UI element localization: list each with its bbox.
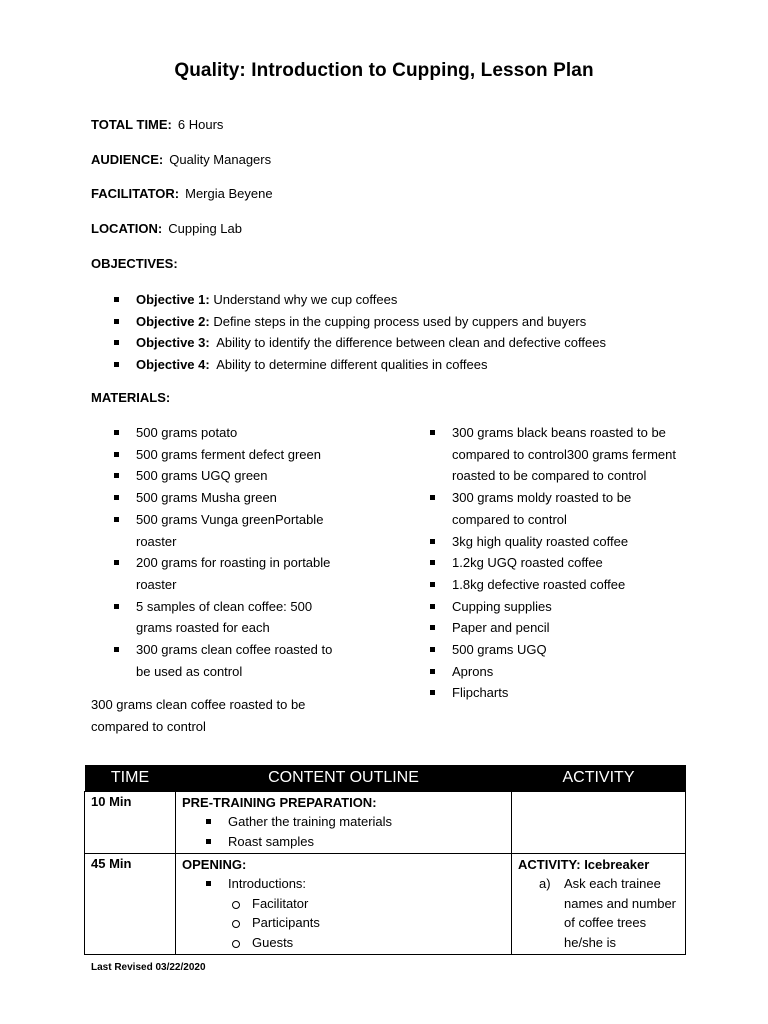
list-item: 500 grams ferment defect green	[114, 444, 334, 466]
objectives-label: OBJECTIVES:	[91, 256, 178, 271]
materials-label: MATERIALS:	[91, 390, 171, 405]
sub-list	[182, 894, 505, 953]
list-item	[114, 354, 606, 376]
time-cell: 45 Min	[85, 854, 176, 955]
objective-text: Ability to determine different qualities in coffees	[216, 357, 488, 373]
facilitator-label: FACILITATOR:	[91, 186, 180, 201]
list-item: 1.2kg UGQ roasted coffee	[430, 552, 680, 574]
list-item: Aprons	[430, 661, 680, 683]
list-item	[114, 289, 606, 311]
list-item: 500 grams UGQ green	[114, 465, 334, 487]
activity-cell	[512, 792, 686, 854]
header-content-outline: CONTENT OUTLINE	[176, 765, 512, 792]
last-revised-footer: Last Revised 03/22/2020	[91, 962, 206, 973]
content-list	[206, 874, 505, 894]
objective-label: Objective 3:	[136, 335, 210, 351]
list-item: 500 grams Vunga greenPortable roaster	[114, 509, 334, 552]
list-item: Flipcharts	[430, 682, 680, 704]
objective-text: Define steps in the cupping process used by cuppers and buyers	[213, 313, 587, 329]
facilitator-value: Mergia Beyene	[185, 186, 273, 201]
location-field	[91, 221, 242, 236]
list-item: 3kg high quality roasted coffee	[430, 531, 680, 553]
materials-note: 300 grams clean coffee roasted to be compared to control	[91, 697, 306, 734]
header-activity: ACTIVITY	[512, 765, 686, 792]
objective-label: Objective 1:	[136, 292, 210, 307]
header-time: TIME	[85, 765, 176, 792]
total-time-field	[91, 117, 223, 132]
list-item: Facilitator	[232, 894, 505, 914]
objective-label: Objective 2:	[136, 313, 210, 329]
time-cell: 10 Min	[85, 792, 176, 854]
list-item: Guests	[232, 933, 505, 953]
table-row	[85, 792, 686, 854]
list-item: 1.8kg defective roasted coffee	[430, 574, 680, 596]
objective-label: Objective 4:	[136, 357, 210, 373]
activity-text: Ask each trainee names and number of coffee trees he/she is	[564, 876, 677, 950]
objective-text: Understand why we cup coffees	[213, 292, 398, 307]
list-item: 5 samples of clean coffee: 500 grams roasted for each	[114, 596, 334, 639]
activity-list	[518, 874, 679, 952]
list-item: 500 grams UGQ	[430, 639, 680, 661]
objective-text: Ability to identify the difference between clean and defective coffees	[216, 335, 606, 351]
list-item: Roast samples	[206, 832, 505, 852]
total-time-value: 6 Hours	[177, 117, 224, 132]
content-outline-table	[84, 765, 686, 955]
list-item: 300 grams black beans roasted to be compared to control300 grams ferment roasted to be compared to control	[430, 422, 680, 487]
list-item: 200 grams for roasting in portable roaster	[114, 552, 334, 595]
list-item: 300 grams moldy roasted to be compared to control	[430, 487, 680, 530]
total-time-label: TOTAL TIME:	[91, 117, 172, 132]
section-heading: PRE-TRAINING PREPARATION:	[182, 795, 377, 810]
activity-cell	[512, 854, 686, 955]
content-list	[206, 812, 505, 851]
audience-label: AUDIENCE:	[91, 152, 164, 167]
materials-list-right	[430, 422, 680, 704]
list-item	[114, 311, 606, 333]
table-row	[85, 854, 686, 955]
list-item: 300 grams clean coffee roasted to be used as control	[114, 639, 334, 682]
table-header-row	[85, 765, 686, 792]
objectives-list	[114, 289, 606, 376]
content-cell	[176, 854, 512, 955]
objectives-heading	[91, 256, 184, 271]
audience-value: Quality Managers	[169, 152, 272, 167]
list-item	[114, 332, 606, 354]
list-item: 500 grams potato	[114, 422, 334, 444]
location-label: LOCATION:	[91, 221, 163, 236]
list-item: Introductions:	[206, 874, 505, 894]
materials-heading	[91, 390, 176, 405]
section-heading: OPENING:	[182, 857, 247, 872]
materials-list-left	[114, 422, 334, 682]
facilitator-field	[91, 186, 273, 201]
list-item: Paper and pencil	[430, 617, 680, 639]
page-title: Quality: Introduction to Cupping, Lesson Plan	[174, 60, 594, 81]
list-item: Cupping supplies	[430, 596, 680, 618]
list-item	[518, 874, 679, 952]
list-item: Participants	[232, 913, 505, 933]
list-item: 500 grams Musha green	[114, 487, 334, 509]
activity-marker: a)	[539, 876, 551, 891]
list-item: Gather the training materials	[206, 812, 505, 832]
content-cell	[176, 792, 512, 854]
activity-heading: ACTIVITY: Icebreaker	[518, 857, 650, 872]
location-value: Cupping Lab	[168, 221, 242, 236]
audience-field	[91, 152, 271, 167]
